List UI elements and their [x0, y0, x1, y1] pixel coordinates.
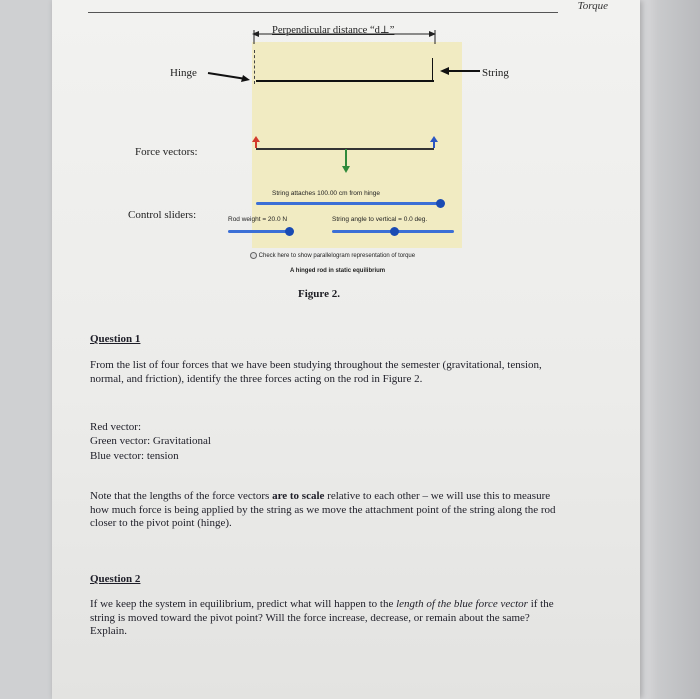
string-attach-slider-knob[interactable] — [436, 199, 445, 208]
note-text-end: relative to each other – we will use this to measure how much force is being applied by the string as we move the attachment point of the string along the rod closer to the pivot point (hinge). — [90, 490, 556, 529]
note-paragraph — [90, 490, 562, 531]
rod-weight-label: Rod weight = 20.0 N — [228, 216, 288, 223]
blue-vector-answer: Blue vector: tension — [90, 450, 179, 462]
rod-weight-slider-knob[interactable] — [285, 227, 294, 236]
background-edge — [630, 0, 700, 699]
green-vector-answer: Green vector: Gravitational — [90, 435, 211, 447]
red-vector-arrow-icon — [250, 136, 262, 150]
note-text-bold: are to scale — [272, 490, 325, 502]
header-title: Torque — [577, 0, 608, 12]
question2-text-end: if the string is moved toward the pivot point? Will the force increase, decrease, or remain about the same? Explain. — [90, 598, 554, 637]
header-rule — [88, 12, 558, 13]
blue-vector-arrow-icon — [428, 136, 440, 150]
string-attach-label: String attaches 100.00 cm from hinge — [272, 190, 381, 197]
note-text-start: Note that the lengths of the force vectors — [90, 490, 273, 502]
rod-weight-slider[interactable] — [228, 230, 292, 233]
sim-caption: A hinged rod in static equilibrium — [290, 268, 386, 274]
hinge-arrow-icon — [208, 70, 252, 84]
red-vector-answer: Red vector: — [90, 421, 142, 433]
question2-text-italic: length of the blue force vector — [396, 598, 528, 610]
control-sliders-label: Control sliders: — [128, 209, 197, 221]
hinge-label: Hinge — [170, 67, 197, 79]
question2-text — [90, 598, 558, 639]
question2-text-start: If we keep the system in equilibrium, predict what will happen to the — [90, 598, 397, 610]
string-arrow-icon — [440, 66, 482, 76]
question1-text: From the list of four forces that we have been studying throughout the semester (gravitational, tension, normal, and friction), identify the three forces acting on the rod in Figure 2. — [90, 359, 542, 385]
question2-heading: Question 2 — [90, 573, 141, 585]
distance-arrow-icon — [252, 30, 438, 46]
parallelogram-checkbox-label: Check here to show parallelogram representation of torque — [258, 253, 416, 260]
distance-label: Perpendicular distance “d⊥” — [272, 25, 395, 36]
checkbox-icon[interactable] — [250, 252, 257, 259]
string-angle-slider-knob[interactable] — [390, 227, 399, 236]
hinge-pivot — [254, 50, 255, 84]
string-label: String — [482, 67, 509, 79]
parallelogram-checkbox[interactable] — [250, 252, 415, 259]
string-attach-slider[interactable] — [256, 202, 440, 205]
force-vectors-label: Force vectors: — [135, 146, 198, 158]
rod — [256, 80, 434, 82]
string-line — [432, 58, 433, 82]
figure-caption: Figure 2. — [298, 288, 340, 300]
green-vector-arrow-icon — [340, 149, 352, 175]
question1-heading: Question 1 — [90, 333, 141, 345]
string-angle-label: String angle to vertical = 0.0 deg. — [332, 216, 428, 223]
